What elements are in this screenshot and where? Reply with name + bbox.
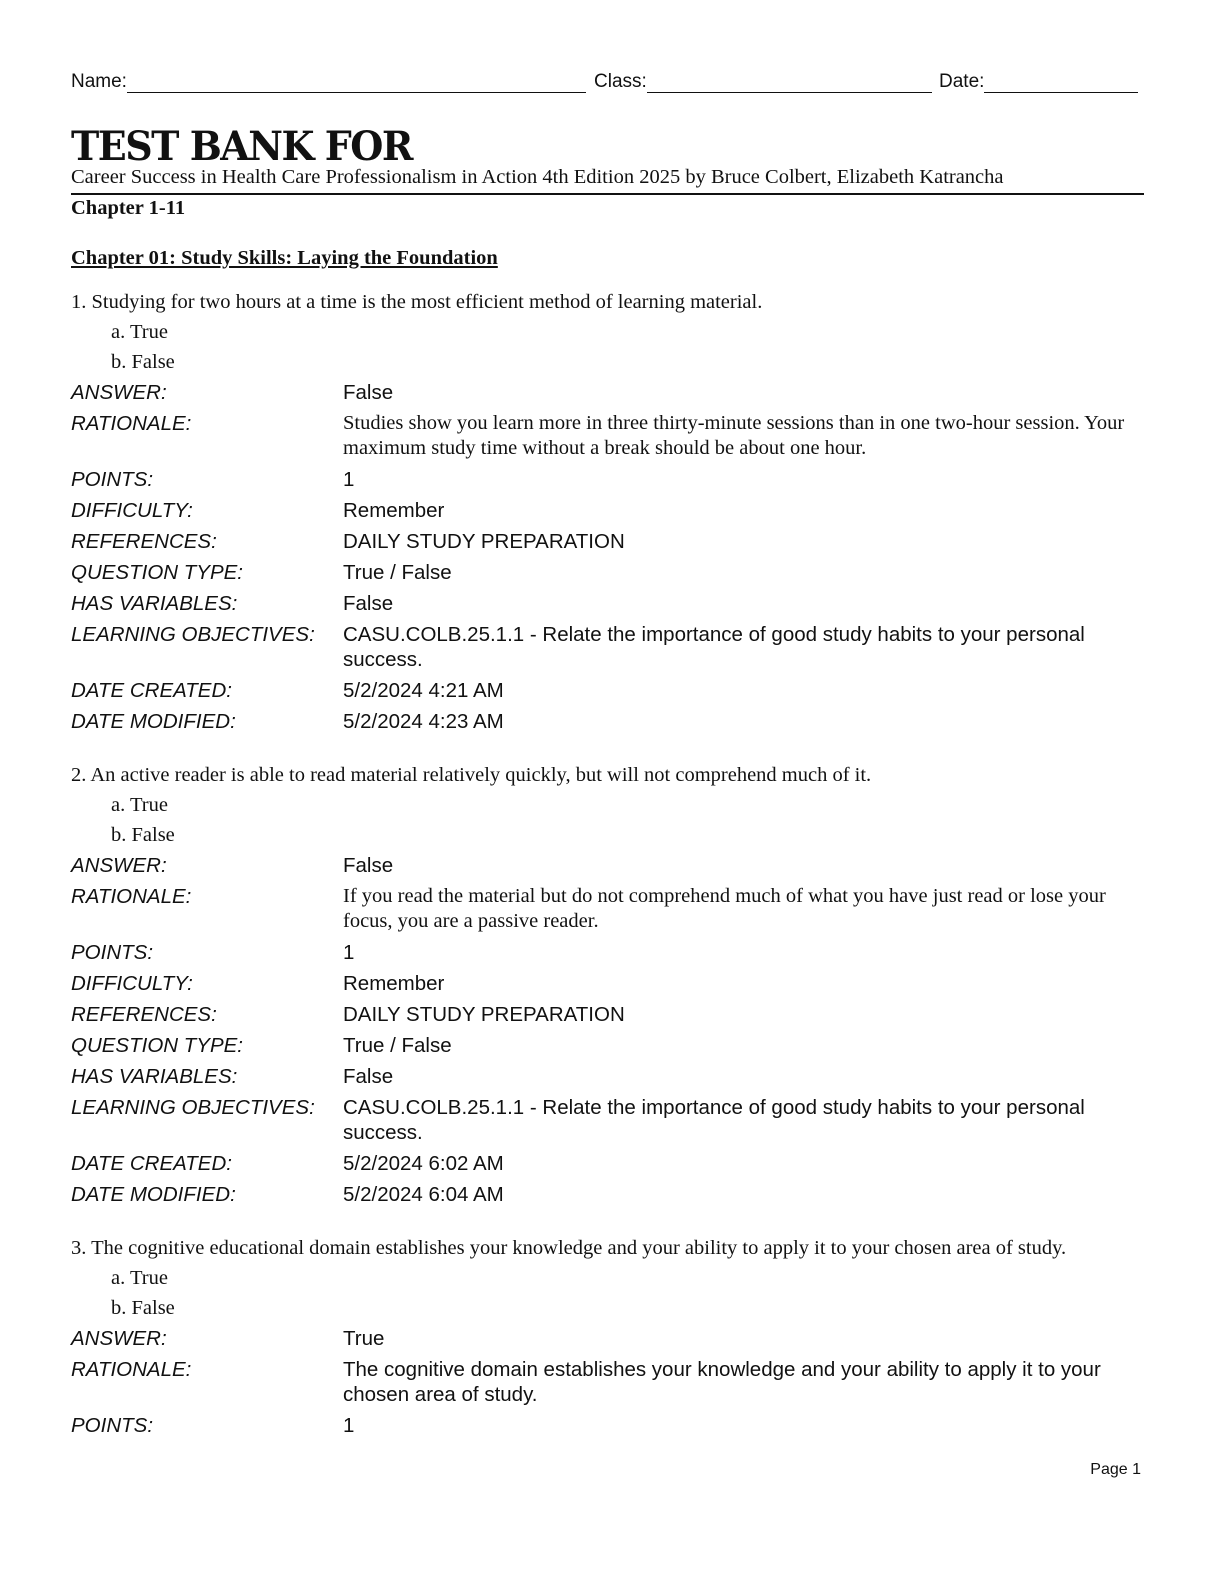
document-title: TEST BANK FOR	[71, 122, 412, 170]
name-label: Name:	[71, 71, 127, 92]
references-label: REFERENCES:	[71, 1003, 217, 1026]
difficulty-value: Remember	[343, 499, 445, 522]
date-created-value: 5/2/2024 4:21 AM	[343, 679, 504, 702]
points-value: 1	[343, 468, 355, 491]
rationale-value: Studies show you learn more in three thirty-minute sessions than in one two-hour session. Your maximum study time without a break should be about one hour.	[343, 412, 1125, 459]
has-variables-value: False	[343, 592, 394, 615]
references-value: DAILY STUDY PREPARATION	[343, 1003, 625, 1026]
difficulty-label: DIFFICULTY:	[71, 499, 193, 522]
question-2	[71, 760, 1144, 1210]
page-number: Page 1	[1090, 1461, 1141, 1478]
question-3	[71, 1233, 1144, 1441]
rationale-row	[71, 881, 1144, 937]
answer-row	[71, 1323, 1144, 1354]
date-created-row	[71, 1148, 1144, 1179]
date-modified-row	[71, 1179, 1144, 1210]
rationale-label: RATIONALE:	[71, 412, 192, 435]
references-row	[71, 999, 1144, 1030]
points-row	[71, 464, 1144, 495]
has-variables-value: False	[343, 1065, 394, 1088]
points-value: 1	[343, 941, 355, 964]
option-false: b. False	[111, 824, 175, 846]
date-modified-row	[71, 706, 1144, 737]
question-text: 2. An active reader is able to read material relatively quickly, but will not comprehend much of it.	[71, 764, 872, 786]
answer-row	[71, 850, 1144, 881]
option-true: a. True	[111, 794, 168, 816]
question-type-row	[71, 1030, 1144, 1061]
has-variables-label: HAS VARIABLES:	[71, 1065, 238, 1088]
question-text: 1. Studying for two hours at a time is the most efficient method of learning material.	[71, 291, 763, 313]
document-subtitle: Career Success in Health Care Professionalism in Action 4th Edition 2025 by Bruce Colbert, Elizabeth Katrancha	[71, 166, 1004, 188]
date-label: Date:	[939, 71, 985, 92]
answer-row	[71, 377, 1144, 408]
date-created-label: DATE CREATED:	[71, 679, 232, 702]
difficulty-value: Remember	[343, 972, 445, 995]
date-modified-value: 5/2/2024 6:04 AM	[343, 1183, 504, 1206]
points-label: POINTS:	[71, 941, 154, 964]
date-created-label: DATE CREATED:	[71, 1152, 232, 1175]
answer-value: False	[343, 381, 394, 404]
date-field	[939, 70, 1138, 93]
date-modified-label: DATE MODIFIED:	[71, 1183, 236, 1206]
rationale-label: RATIONALE:	[71, 885, 192, 908]
learning-objectives-label: LEARNING OBJECTIVES:	[71, 1096, 315, 1119]
difficulty-label: DIFFICULTY:	[71, 972, 193, 995]
chapter-range: Chapter 1-11	[71, 197, 186, 219]
points-label: POINTS:	[71, 1414, 154, 1437]
difficulty-row	[71, 968, 1144, 999]
question-type-label: QUESTION TYPE:	[71, 1034, 243, 1057]
rationale-row	[71, 1354, 1144, 1410]
class-label: Class:	[594, 71, 647, 92]
option-true: a. True	[111, 1267, 168, 1289]
title-divider	[71, 193, 1144, 195]
name-blank[interactable]	[127, 70, 586, 93]
class-field	[594, 70, 932, 93]
answer-label: ANSWER:	[71, 381, 167, 404]
points-label: POINTS:	[71, 468, 154, 491]
answer-label: ANSWER:	[71, 1327, 167, 1350]
question-type-row	[71, 557, 1144, 588]
learning-objectives-row	[71, 1092, 1144, 1148]
question-type-value: True / False	[343, 1034, 452, 1057]
date-created-row	[71, 675, 1144, 706]
references-row	[71, 526, 1144, 557]
references-value: DAILY STUDY PREPARATION	[343, 530, 625, 553]
answer-label: ANSWER:	[71, 854, 167, 877]
rationale-value: The cognitive domain establishes your knowledge and your ability to apply it to your chosen area of study.	[343, 1358, 1101, 1406]
has-variables-row	[71, 1061, 1144, 1092]
chapter-heading: Chapter 01: Study Skills: Laying the Foundation	[71, 247, 498, 269]
answer-value: True	[343, 1327, 385, 1350]
question-text: 3. The cognitive educational domain establishes your knowledge and your ability to apply it to your chosen area of study.	[71, 1237, 1067, 1259]
question-1	[71, 287, 1144, 737]
date-blank[interactable]	[984, 70, 1138, 93]
points-value: 1	[343, 1414, 355, 1437]
rationale-value: If you read the material but do not comprehend much of what you have just read or lose your focus, you are a passive reader.	[343, 885, 1106, 932]
learning-objectives-row	[71, 619, 1144, 675]
answer-value: False	[343, 854, 394, 877]
date-modified-label: DATE MODIFIED:	[71, 710, 236, 733]
question-type-value: True / False	[343, 561, 452, 584]
learning-objectives-label: LEARNING OBJECTIVES:	[71, 623, 315, 646]
question-type-label: QUESTION TYPE:	[71, 561, 243, 584]
date-modified-value: 5/2/2024 4:23 AM	[343, 710, 504, 733]
has-variables-row	[71, 588, 1144, 619]
points-row	[71, 1410, 1144, 1441]
option-true: a. True	[111, 321, 168, 343]
rationale-label: RATIONALE:	[71, 1358, 192, 1381]
date-created-value: 5/2/2024 6:02 AM	[343, 1152, 504, 1175]
rationale-row	[71, 408, 1144, 464]
option-false: b. False	[111, 1297, 175, 1319]
option-false: b. False	[111, 351, 175, 373]
name-field	[71, 70, 586, 93]
difficulty-row	[71, 495, 1144, 526]
has-variables-label: HAS VARIABLES:	[71, 592, 238, 615]
learning-objectives-value: CASU.COLB.25.1.1 - Relate the importance of good study habits to your personal success.	[343, 1096, 1085, 1144]
header-form-line	[71, 70, 1143, 100]
class-blank[interactable]	[647, 70, 932, 93]
learning-objectives-value: CASU.COLB.25.1.1 - Relate the importance of good study habits to your personal success.	[343, 623, 1085, 671]
points-row	[71, 937, 1144, 968]
references-label: REFERENCES:	[71, 530, 217, 553]
